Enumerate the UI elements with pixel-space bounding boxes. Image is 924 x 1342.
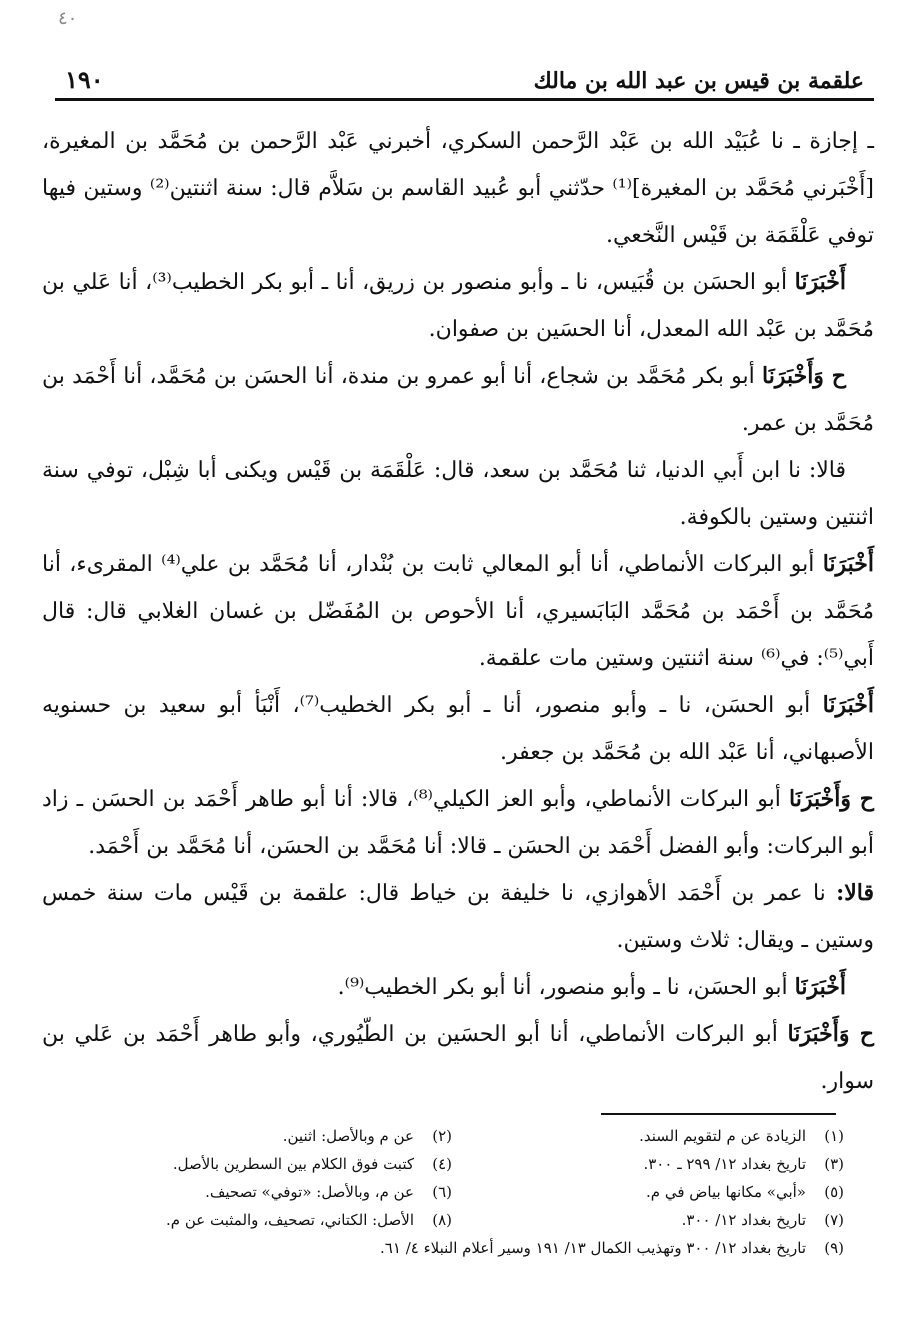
- paragraph-keyword: قالا:: [836, 880, 874, 906]
- footnote-text: الأصل: الكتاني، تصحيف، والمثبت عن م.: [166, 1211, 414, 1229]
- footnote: [90, 1178, 452, 1206]
- footnote-text: تاريخ بغداد ١٢/ ٣٠٠ وتهذيب الكمال ١٣/ ١٩١ وسير أعلام النبلاء ٤/ ٦١.: [380, 1239, 806, 1257]
- paragraph-text: أبو البركات الأنماطي، أنا أبو المعالي ثابت بن بُنْدار، أنا مُحَمَّد بن علي⁽⁴⁾ المقرىء، أنا مُحَمَّد بن أَحْمَد بن مُحَمَّد البَابَسيري، أنا الأحوص بن المُفَضّل بن غسان الغلابي قال: قال أَبي⁽⁵⁾: في⁽⁶⁾ سنة اثنتين وستين مات علقمة.: [42, 552, 874, 671]
- paragraph-text: ـ إجازة ـ نا عُبَيْد الله بن عَبْد الرَّحمن السكري، أخبرني عَبْد الرَّحمن بن مُحَمَّد بن المغيرة، [أَخْبَرني مُحَمَّد بن المغيرة]⁽¹⁾ حدّثني أبو عُبيد القاسم بن سَلاَّم قال: سنة اثنتين⁽²⁾ وستين فيها توفي عَلْقَمَة بن قَيْس النَّخعي.: [42, 129, 874, 248]
- running-title: علقمة بن قيس بن عبد الله بن مالك: [533, 68, 864, 94]
- paragraph: [42, 118, 874, 259]
- paragraph-keyword: أَخْبَرَنَا: [822, 692, 874, 718]
- paragraph-keyword: أَخْبَرَنَا: [822, 551, 875, 577]
- footnote-text: كتبت فوق الكلام بين السطرين بالأصل.: [172, 1155, 414, 1173]
- paragraph: [42, 353, 874, 447]
- paragraph: [42, 1011, 874, 1105]
- main-text: [42, 118, 874, 1105]
- footnote-number: (٨): [432, 1211, 452, 1229]
- paragraph-text: قالا: نا ابن أَبي الدنيا، ثنا مُحَمَّد بن سعد، قال: عَلْقَمَة بن قَيْس ويكنى أبا شِبْل، توفي سنة اثنتين وستين بالكوفة.: [42, 458, 874, 530]
- paragraph: [42, 682, 874, 776]
- footnote: [90, 1206, 452, 1234]
- footnote-text: عن م وبالأصل: اثنين.: [282, 1127, 414, 1145]
- paragraph: [42, 259, 874, 353]
- paragraph-text: أبو الحسَن، نا ـ وأبو منصور، أنا ـ أبو بكر الخطيب⁽⁷⁾، أَنْبَأ أبو سعيد بن حسنويه الأصبهاني، أنا عَبْد الله بن مُحَمَّد بن جعفر.: [42, 693, 874, 765]
- footnote: [90, 1150, 452, 1178]
- footnotes: [90, 1122, 844, 1262]
- paragraph-keyword: أَخْبَرَنَا: [794, 269, 846, 295]
- header-rule: [55, 98, 874, 101]
- footnote-number: (٣): [824, 1155, 844, 1173]
- footnote-number: (٢): [432, 1127, 452, 1145]
- paragraph-text: نا عمر بن أَحْمَد الأهوازي، نا خليفة بن خياط قال: علقمة بن قَيْس مات سنة خمس وستين ـ ويقال: ثلاث وستين.: [42, 881, 874, 953]
- footnote-number: (٩): [824, 1239, 844, 1257]
- paragraph: [42, 541, 874, 682]
- footnote-number: (١): [824, 1127, 844, 1145]
- footnote-text: عن م، وبالأصل: «توفي» تصحيف.: [205, 1183, 414, 1201]
- paragraph-text: أبو الحسَن، نا ـ وأبو منصور، أنا أبو بكر الخطيب⁽⁹⁾.: [337, 975, 795, 1000]
- page-number: ١٩٠: [65, 65, 104, 94]
- footnote: [482, 1206, 844, 1234]
- paragraph-text: أبو بكر مُحَمَّد بن شجاع، أنا أبو عمرو بن مندة، أنا الحسَن بن مُحَمَّد، أنا أَحْمَد بن مُحَمَّد بن عمر.: [42, 364, 874, 436]
- paragraph: [42, 776, 874, 870]
- corner-mark: ٤٠: [58, 8, 78, 29]
- footnote: [90, 1234, 844, 1262]
- footnote: [482, 1122, 844, 1150]
- footnote-text: تاريخ بغداد ١٢/ ٢٩٩ ـ ٣٠٠.: [643, 1155, 806, 1173]
- paragraph-keyword: ح وَأَخْبَرَنَا: [789, 786, 874, 812]
- footnote: [482, 1150, 844, 1178]
- paragraph-text: أبو البركات الأنماطي، أنا أبو الحسَين بن الطّيُوري، وأبو طاهر أَحْمَد بن عَلي بن سوار.: [42, 1022, 874, 1094]
- footnote-text: «أبي» مكانها بياض في م.: [646, 1183, 806, 1201]
- footnote-number: (٧): [824, 1211, 844, 1229]
- footnote-rule: [601, 1113, 836, 1115]
- footnote-number: (٦): [432, 1183, 452, 1201]
- footnote: [482, 1178, 844, 1206]
- paragraph: [42, 447, 874, 541]
- paragraph: [42, 964, 874, 1011]
- paragraph-keyword: ح وَأَخْبَرَنَا: [761, 363, 846, 389]
- paragraph-text: أبو الحسَن بن قُبَيس، نا ـ وأبو منصور بن زريق، أنا ـ أبو بكر الخطيب⁽³⁾، أنا عَلي بن مُحَمَّد بن عَبْد الله المعدل، أنا الحسَين بن صفوان.: [42, 270, 874, 342]
- footnote-number: (٤): [432, 1155, 452, 1173]
- footnote-text: تاريخ بغداد ١٢/ ٣٠٠.: [681, 1211, 806, 1229]
- paragraph: [42, 870, 874, 964]
- footnote-number: (٥): [824, 1183, 844, 1201]
- footnote-text: الزيادة عن م لتقويم السند.: [639, 1127, 806, 1145]
- running-header: [55, 58, 874, 94]
- paragraph-keyword: أَخْبَرَنَا: [794, 974, 846, 1000]
- paragraph-keyword: ح وَأَخْبَرَنَا: [787, 1021, 874, 1047]
- footnote: [90, 1122, 452, 1150]
- paragraph-text: أبو البركات الأنماطي، وأبو العز الكيلي⁽⁸⁾، قالا: أنا أبو طاهر أَحْمَد بن الحسَن ـ زاد أبو البركات: وأبو الفضل أَحْمَد بن الحسَن ـ قالا: أنا مُحَمَّد بن الحسَن، أنا مُحَمَّد بن أَحْمَد.: [42, 787, 874, 859]
